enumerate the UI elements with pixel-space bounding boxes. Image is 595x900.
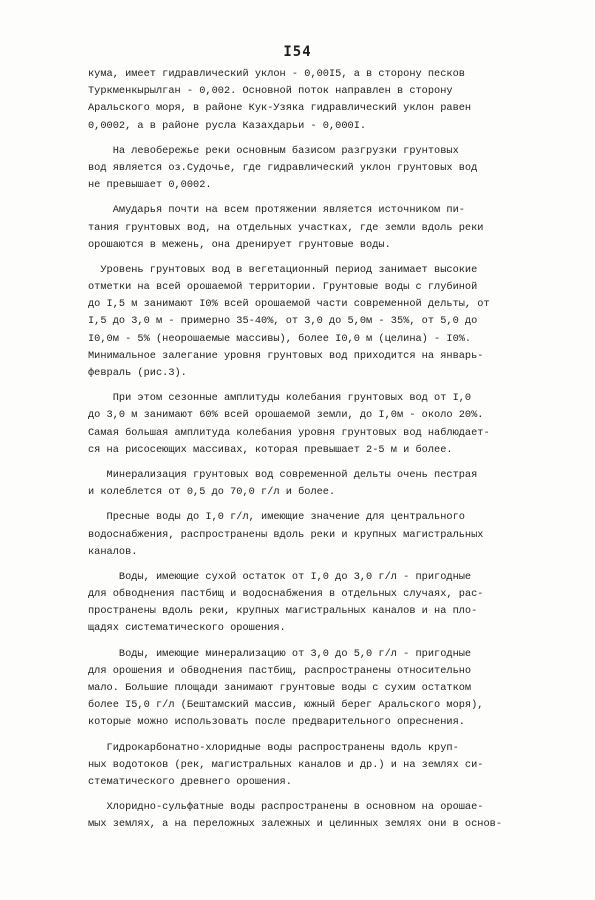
paragraph [88, 390, 568, 459]
text-line: водоснабжения, распространены вдоль реки и крупных магистральных [88, 528, 484, 541]
paragraph [88, 569, 568, 638]
text-line: вод является оз.Судочье, где гидравлический уклон грунтовых вод [88, 161, 478, 174]
text-line: мало. Большие площади занимают грунтовые воды с сухим остатком [88, 682, 472, 694]
page-number: I54 [283, 44, 312, 60]
text-line: Самая большая амплитуда колебания уровня грунтовых вод наблюдает- [88, 426, 490, 439]
text-line: до 3,0 м занимают 60% всей орошаемой земли, до I,0м - около 20%. [88, 409, 484, 422]
text-line: Минимальное залегание уровня грунтовых вод приходится на январь- [88, 349, 484, 362]
paragraph [88, 143, 568, 195]
text-line: Пресные воды до I,0 г/л, имеющие значение для центрального [88, 511, 465, 524]
text-line: I0,0м - 5% (неорошаемые массивы), более I0,0 м (целина) - I0%. [88, 332, 472, 345]
text-line: мых землях, а на переложных залежных и целинных землях они в основ- [88, 818, 503, 831]
text-line: не превышает 0,0002. [88, 179, 212, 192]
text-line: для обводнения пастбищ и водоснабжения в отдельных случаях, рас- [88, 588, 484, 601]
text-line: и колеблется от 0,5 до 70,0 г/л и более. [88, 486, 336, 499]
document-body [88, 66, 568, 834]
paragraph [88, 646, 568, 732]
text-line: Воды, имеющие минерализацию от 3,0 до 5,0 г/л - пригодные [88, 647, 472, 660]
text-line: щадях систематического орошения. [88, 622, 286, 635]
paragraph [88, 202, 568, 254]
text-line: 0,0002, а в районе русла Казахдарьи - 0,000I. [88, 119, 367, 132]
paragraph [88, 799, 568, 833]
text-line: отметки на всей орошаемой территории. Грунтовые воды с глубиной [88, 281, 478, 294]
text-line: Хлоридно-сульфатные воды распространены в основном на орошае- [88, 801, 484, 814]
text-line: стематического древнего орошения. [88, 775, 292, 788]
text-line: Туркменкырылган - 0,002. Основной поток направлен в сторону [88, 85, 453, 98]
text-line: до I,5 м занимают I0% всей орошаемой части современной дельты, от [88, 298, 490, 311]
text-line: более I5,0 г/л (Бештамский массив, южный берег Аральского моря), [88, 699, 484, 712]
text-line: Минерализация грунтовых вод современной дельты очень пестрая [88, 468, 478, 481]
text-line: Амударья почти на всем протяжении является источником пи- [88, 204, 465, 217]
text-line: Воды, имеющие сухой остаток от I,0 до 3,0 г/л - пригодные [88, 570, 472, 583]
text-line: Гидрокарбонатно-хлоридные воды распространены вдоль круп- [88, 741, 459, 754]
paragraph [88, 467, 568, 501]
text-line: которые можно использовать после предварительного опреснения. [88, 716, 465, 729]
text-line: На левобережье реки основным базисом разгрузки грунтовых [88, 144, 459, 157]
paragraph [88, 740, 568, 792]
text-line: кума, имеет гидравлический уклон - 0,00I5, а в сторону песков [88, 68, 465, 80]
text-line: ных водотоков (рек, магистральных каналов и др.) и на землях си- [88, 758, 484, 771]
text-line: При этом сезонные амплитуды колебания грунтовых вод от I,0 [88, 392, 472, 405]
text-line: I,5 до 3,0 м - примерно 35-40%, от 3,0 до 5,0м - 35%, от 5,0 до [88, 315, 478, 328]
text-line: ся на рисосеющих массивах, которая превышает 2-5 м и более. [88, 443, 453, 456]
text-line: орошаются в межень, она дренирует грунтовые воды. [88, 238, 391, 251]
text-line: пространены вдоль реки, крупных магистральных каналов и на пло- [88, 605, 478, 618]
text-line: февраль (рис.3). [88, 367, 187, 379]
text-line: каналов. [88, 545, 138, 558]
text-line: Аральского моря, в районе Кук-Узяка гидравлический уклон равен [88, 102, 472, 115]
text-line: Уровень грунтовых вод в вегетационный период занимает высокие [88, 263, 478, 276]
paragraph [88, 262, 568, 382]
paragraph [88, 509, 568, 561]
text-line: для орошения и обводнения пастбищ, распространены относительно [88, 664, 472, 677]
text-line: тания грунтовых вод, на отдельных участках, где земли вдоль реки [88, 221, 484, 234]
paragraph [88, 66, 568, 135]
